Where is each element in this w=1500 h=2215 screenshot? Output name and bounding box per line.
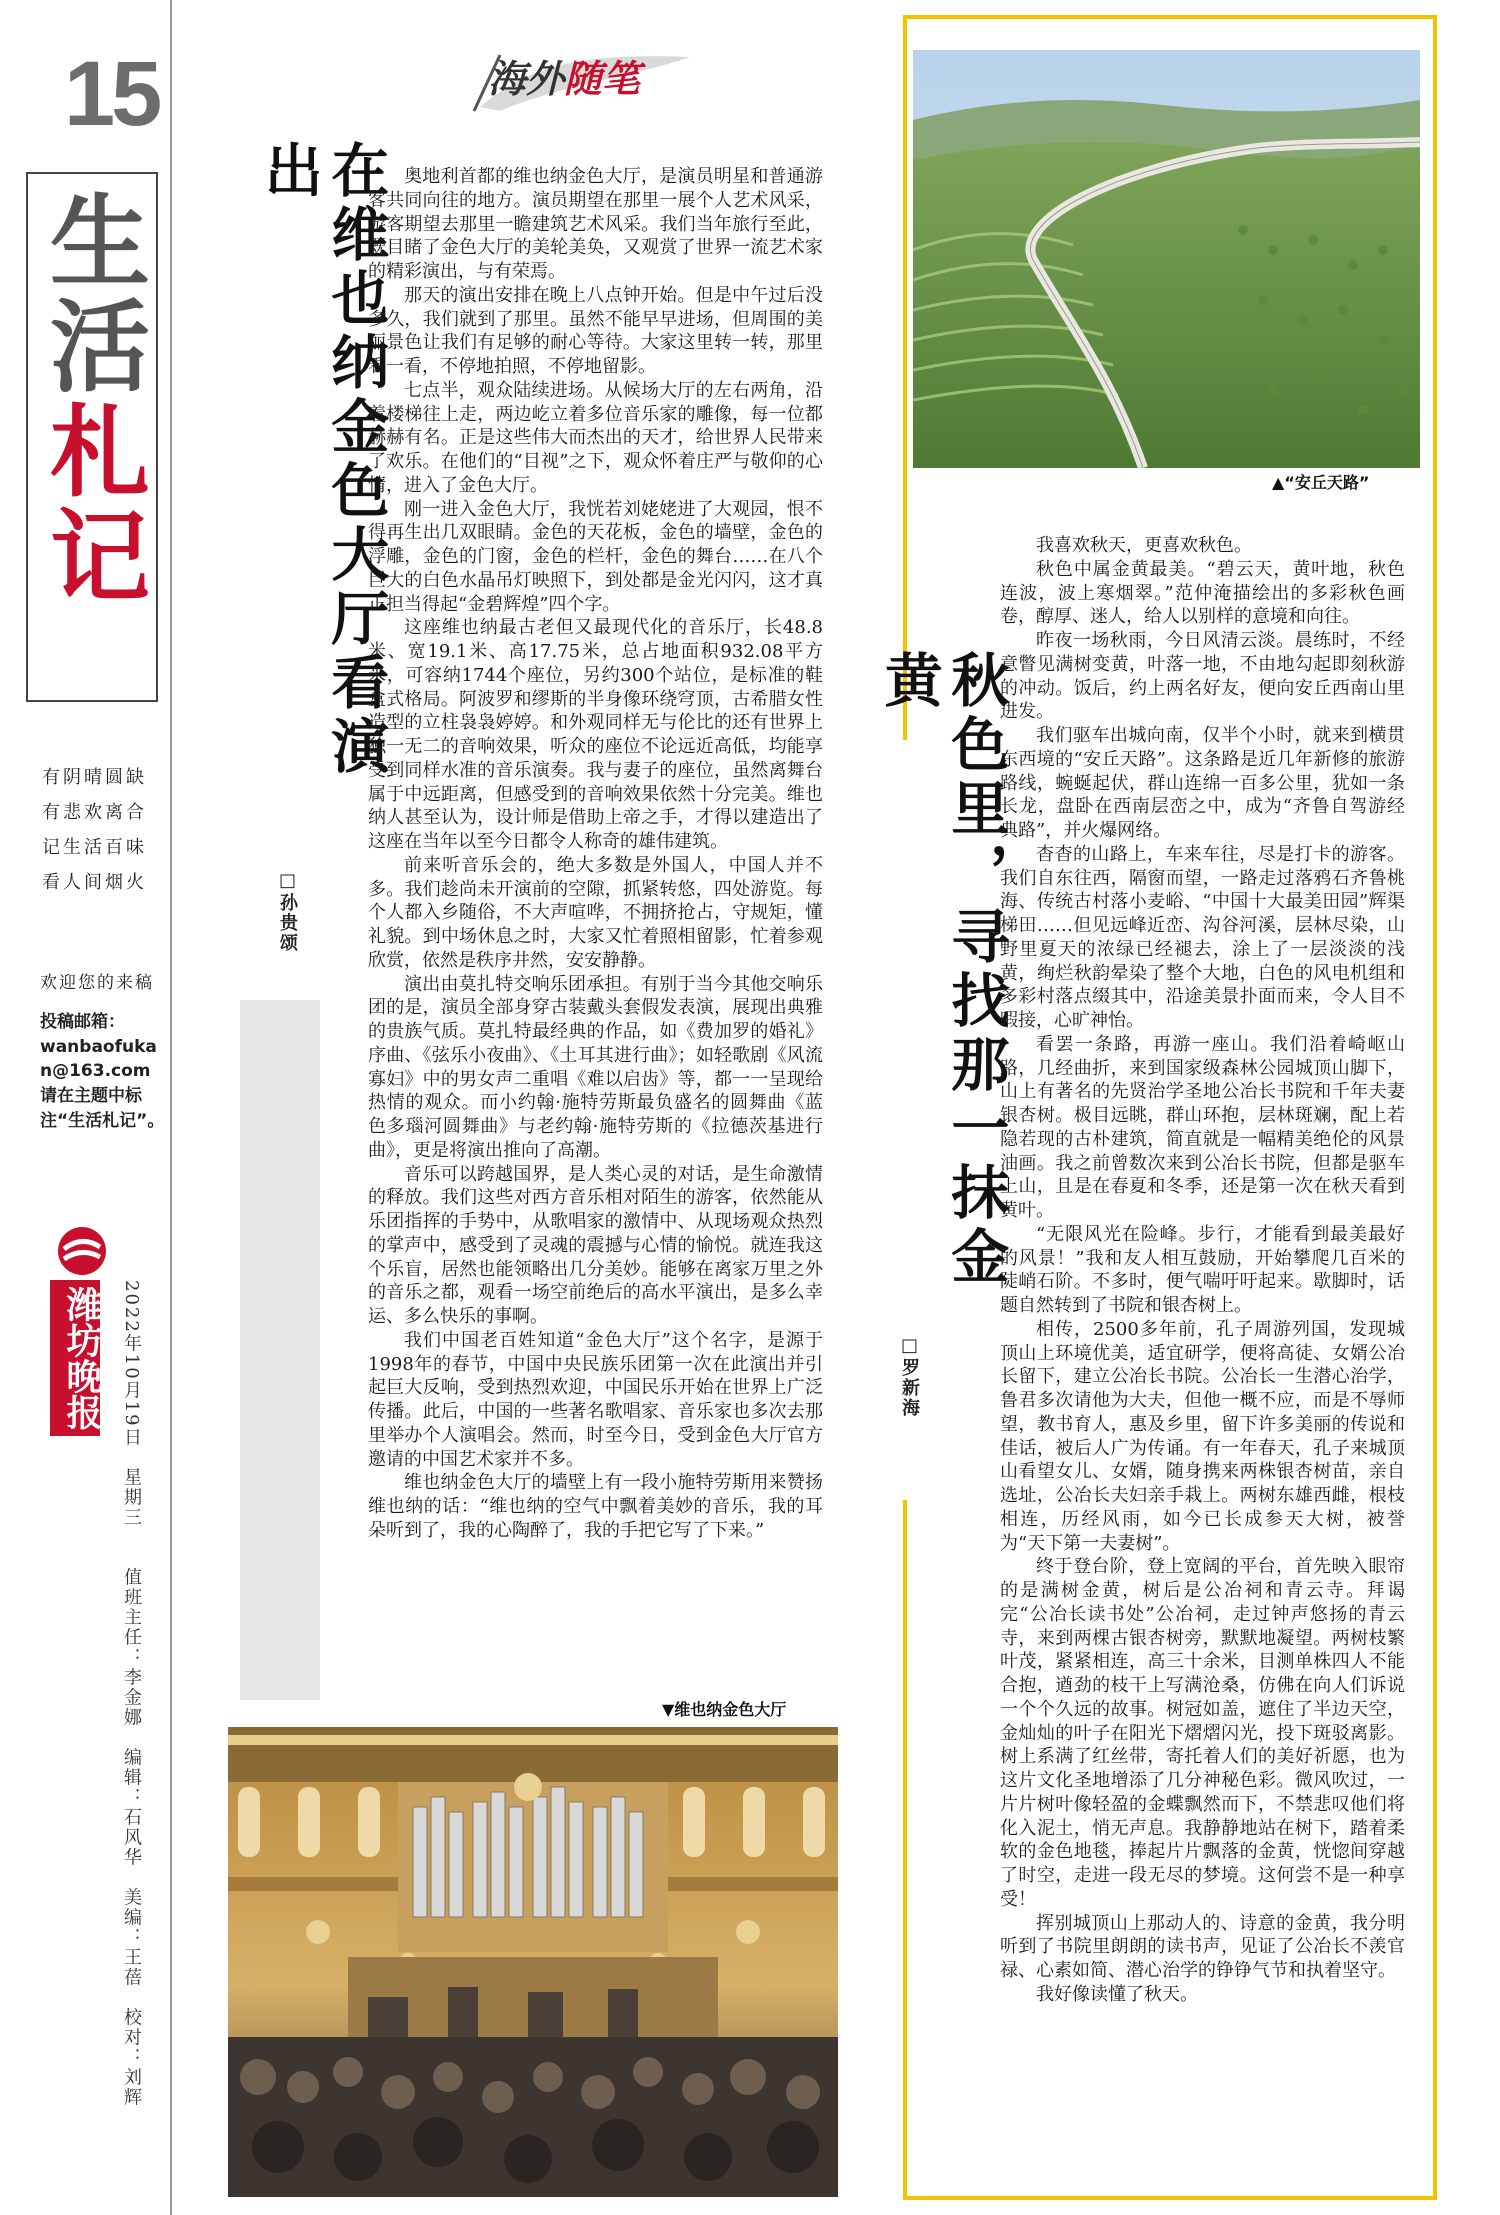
poem-line: 看人间烟火 (42, 872, 147, 894)
paragraph: 我们驱车出城向南，仅半个小时，就来到横贯东西境的“安丘天路”。这条路是近几年新修的旅游路线，蜿蜒起伏，群山连绵一百多公里，犹如一条长龙，盘卧在西南层峦之中，成为“齐鲁自驾游经典路”，并火爆网络。 (1000, 725, 1405, 841)
column-title-char: 生 (50, 183, 150, 301)
welcome-text: 欢迎您的来稿 (40, 973, 154, 993)
issue-date: 2022年10月19日 (121, 1280, 142, 1448)
contact-label: 投稿邮箱： (40, 1012, 125, 1032)
paragraph: 音乐可以跨越国界，是人类心灵的对话，是生命激情的释放。我们这些对西方音乐相对陌生的游客，依然能从乐团指挥的手势中，从歌唱家的激情中、从现场观众热烈的掌声中，感受到了灵魂的震撼与心情的愉悦。就连我这个乐盲，居然也能领略出几分美妙。能够在离家万里之外的音乐之都，观看一场空前绝后的高水平演出，是多么幸运、多么快乐的事啊。 (368, 1163, 823, 1327)
page-number: 15 (64, 43, 159, 145)
paragraph: 奥地利首都的维也纳金色大厅，是演员明星和普通游客共同向往的地方。演员期望在那里一展个人艺术风采，游客期望去那里一瞻建筑艺术风采。我们当年旅行至此，既目睹了金色大厅的美轮美奂，又观赏了世界一流艺术家的精彩演出，与有荣焉。 (368, 166, 823, 282)
column-poem (42, 760, 147, 900)
staff-credits: 值班主任：李金娜 编辑：石风华 美编：王蓓 校对：刘辉 (121, 1567, 142, 2108)
paragraph: 昨夜一场秋雨，今日风清云淡。晨练时，不经意瞥见满树变黄，叶落一地，不由地勾起即刻秋游的冲动。饭后，约上两名好友，便向安丘西南山里进发。 (1000, 630, 1405, 723)
section-badge (488, 56, 641, 101)
photo2-caption: ▲“安丘天路” (1272, 473, 1370, 492)
article2-body (1000, 534, 1405, 2007)
contact-email[interactable]: wanbaofukan@163.com (40, 1036, 157, 1082)
paragraph: 挥别城顶山上那动人的、诗意的金黄，我分明听到了书院里朗朗的读书声，见证了公冶长不羡官禄、心素如简、潜心治学的铮铮气节和执着坚守。 (1000, 1912, 1405, 1981)
paragraph: 刚一进入金色大厅，我恍若刘姥姥进了大观园，恨不得再生出几双眼睛。金色的天花板，金色的墙壁，金色的浮雕，金色的门窗，金色的栏杆，金色的舞台……在八个巨大的白色水晶吊灯映照下，到处都是金光闪闪，这才真正担当得起“金碧辉煌”四个字。 (368, 498, 823, 615)
photo1-caption: ▼维也纳金色大厅 (662, 1700, 787, 1719)
section-badge-part2: 随笔 (564, 56, 641, 101)
poem-line: 有阴晴圆缺 (42, 767, 147, 788)
paragraph: 前来听音乐会的，绝大多数是外国人，中国人并不多。我们趁尚未开演前的空隙，抓紧转悠，四处游览。每个人都入乡随俗，不大声喧哗，不拥挤抢占，守规矩，懂礼貌。到中场休息之时，大家又忙着照相留影，忙着参观欣赏，依然是秩序井然，安安静静。 (368, 854, 823, 971)
article1-author: □孙贵颂 (277, 870, 298, 953)
paragraph: “无限风光在险峰。步行，才能看到最美最好的风景！”我和友人相互鼓励，开始攀爬几百米的陡峭石阶。不多时，便气喘吁吁起来。歇脚时，话题自然转到了书院和银杏树上。 (1000, 1223, 1405, 1316)
paragraph: 看罢一条路，再游一座山。我们沿着崎岖山路，几经曲折，来到国家级森林公园城顶山脚下，山上有著名的先贤治学圣地公冶长书院和千年夫妻银杏树。极目远眺，群山环抱，层林斑斓，配上若隐若现的古朴建筑，简直就是一幅精美绝伦的风景油画。我之前曾数次来到公冶长书院，但都是驱车上山，且是在春夏和冬季，还是第一次在秋天看到黄叶。 (1000, 1033, 1405, 1221)
article1-title: 在维也纳金色大厅看演出 (254, 140, 390, 780)
paragraph: 终于登台阶，登上宽阔的平台，首先映入眼帘的是满树金黄，树后是公冶祠和青云寺。拜谒完“公冶长读书处”公冶祠，走过钟声悠扬的青云寺，来到两棵古银杏树旁，默默地凝望。两树枝繁叶茂，紧紧相连，高三十余米，目测单株四人不能合抱，遒劲的枝干上写满沧桑，仿佛在向人们诉说一个个久远的故事。树冠如盖，遮住了半边天空，金灿灿的叶子在阳光下熠熠闪光，投下斑驳离影。树上系满了红丝带，寄托着人们的美好祈愿，也为这片文化圣地增添了几分神秘色彩。微风吹过，一片片树叶像轻盈的金蝶飘然而下，不禁悲叹他们将化入泥土，悄无声息。我静静地站在树下，踏着柔软的金色地毯，捧起片片飘落的金黄，恍惚间穿越了时空，走进一段无尽的梦境。这何尝不是一种享受！ (1000, 1556, 1405, 1910)
paragraph: 这座维也纳最古老但又最现代化的音乐厅，长48.8米、宽19.1米、高17.75米，总占地面积932.08平方米，可容纳1744个座位，另约300个站位，是标准的鞋盒式格局。阿波罗和缪斯的半身像环绕穹顶，古希腊女性造型的立柱袅袅婷婷。和外观同样无与伦比的还有世界上独一无二的音响效果，听众的座位不论远近高低，均能享受到同样水准的音乐演奏。我与妻子的座位，虽然离舞台属于中远距离，但感受到的音响效果依然十分完美。维也纳人甚至认为，设计师是借助上帝之手，才得以建造出了这座在当年以至今日都令人称奇的雄伟建筑。 (368, 617, 823, 852)
paragraph: 我们中国老百姓知道“金色大厅”这个名字，是源于1998年的春节，中国中央民族乐团第一次在此演出并引起巨大反响，受到热烈欢迎，中国民乐开始在世界上广泛传播。此后，中国的一些著名歌唱家、音乐家也多次去那里举办个人演唱会。然而，时至今日，受到金色大厅官方邀请的中国艺术家并不多。 (368, 1329, 823, 1470)
poem-line: 记生活百味 (42, 837, 147, 859)
mountain-road-photo (913, 50, 1420, 468)
article2-title: 秋色里，寻找那一抹金黄 (874, 650, 1010, 1290)
section-badge-part1: 海外 (488, 56, 565, 101)
newspaper-logo-icon (56, 1225, 108, 1277)
decorative-band (240, 1000, 320, 1700)
article2-author: □罗新海 (899, 1335, 920, 1418)
paragraph: 秋色中属金黄最美。“碧云天，黄叶地，秋色连波，波上寒烟翠。”范仲淹描绘出的多彩秋色画卷，醇厚、迷人，给人以别样的意境和向往。 (1000, 558, 1405, 628)
contact-note: 请在主题中标注“生活札记”。 (40, 1085, 165, 1131)
column-title-char: 活 (50, 288, 150, 406)
paragraph: 我好像读懂了秋天。 (1036, 1983, 1198, 2005)
concert-hall-photo (228, 1727, 838, 2197)
paragraph: 那天的演出安排在晚上八点钟开始。但是中午过后没多久，我们就到了那里。虽然不能早早进场，但周围的美丽景色让我们有足够的耐心等待。大家这里转一转，那里看一看，不停地拍照，不停地留影。 (368, 284, 823, 377)
paragraph: 我喜欢秋天，更喜欢秋色。 (1036, 535, 1252, 556)
column-title (50, 183, 150, 616)
paragraph: 七点半，观众陆续进场。从候场大厅的左右两角，沿着楼梯往上走，两边屹立着多位音乐家的雕像，每一位都赫赫有名。正是这些伟大而杰出的天才，给世界人民带来了欢乐。在他们的“目视”之下，观众怀着庄严与敬仰的心情，进入了金色大厅。 (368, 379, 823, 496)
contact-block (40, 1010, 165, 1133)
paragraph: 维也纳金色大厅的墙壁上有一段小施特劳斯用来赞扬维也纳的话：“维也纳的空气中飘着美妙的音乐，我的耳朵听到了，我的心陶醉了，我的手把它写了下来。” (368, 1472, 823, 1541)
paragraph: 相传，2500多年前，孔子周游列国，发现城顶山上环境优美，适宜研学，便将高徒、女婿公冶长留下，建立公冶长书院。公冶长一生潜心治学，鲁君多次请他为大夫，但他一概不应，而是不辱师望，教书育人，惠及乡里，留下许多美丽的传说和佳话，被后人广为传诵。有一年春天，孔子来城顶山看望女儿、女婿，随身携来两株银杏树苗，亲自选址，公冶长夫妇亲手栽上。两树东雄西雌，根枝相连，历经风雨，如今已长成参天大树，被誉为“天下第一夫妻树”。 (1000, 1318, 1405, 1554)
column-title-char: 札 (50, 393, 150, 511)
paragraph: 演出由莫扎特交响乐团承担。有别于当今其他交响乐团的是，演员全部身穿古装戴头套假发表演，展现出典雅的贵族气质。莫扎特最经典的作品，如《费加罗的婚礼》序曲、《弦乐小夜曲》、《土耳其进行曲》；如轻歌剧《风流寡妇》中的男女声二重唱《难以启齿》等，都一一呈现给热情的观众。而小约翰·施特劳斯最负盛名的圆舞曲《蓝色多瑙河圆舞曲》与老约翰·施特劳斯的《拉德茨基进行曲》，更是将演出推向了高潮。 (368, 973, 823, 1161)
sidebar-divider (170, 0, 172, 2215)
issue-meta (118, 1280, 145, 2108)
issue-weekday: 星期三 (121, 1467, 142, 1528)
poem-line: 有悲欢离合 (42, 802, 147, 824)
article1-body (368, 165, 823, 1543)
paragraph: 杳杳的山路上，车来车往，尽是打卡的游客。我们自东往西，隔窗而望，一路走过落鸦石齐鲁桃海、传统古村落小麦峪、“中国十大最美田园”辉渠梯田……但见远峰近峦、沟谷河溪，层林尽染，山野里夏天的浓绿已经褪去，涂上了一层淡淡的浅黄，绚烂秋韵晕染了整个大地，白色的风电机组和多彩村落点缀其中，沿途美景扑面而来，令人目不暇接，心旷神怡。 (1000, 843, 1405, 1031)
column-title-char: 记 (50, 498, 150, 616)
newspaper-name: 潍坊晚报 (50, 1280, 100, 1436)
